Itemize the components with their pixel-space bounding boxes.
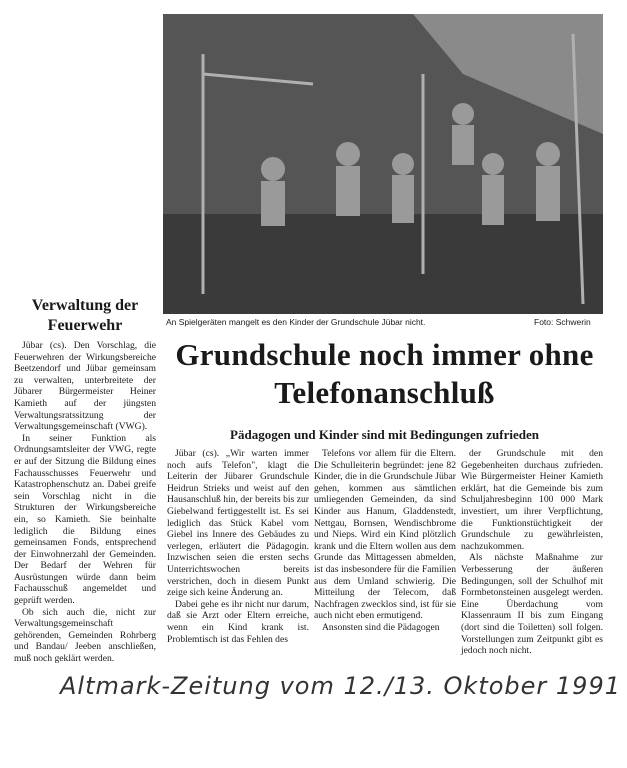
sidebar-body bbox=[14, 340, 156, 665]
article-column-2 bbox=[314, 448, 456, 634]
article-paragraph: der Grundschule mit den Gegebenheiten durchaus zufrieden. Wie Bürgermeister Heiner Kamieth erklärt, hat die Gemeinde bis zum Schuljahresbeginn 100 000 Mark investiert, um ihrer Verpflichtung, die Funktionstüchtigkeit der Grundschule zu gewährleisten, nachzukommen. bbox=[461, 448, 603, 552]
photo-credit: Foto: Schwerin bbox=[534, 317, 591, 327]
article-headline: Grundschule noch immer ohne Telefonanschluß bbox=[175, 337, 594, 410]
article-paragraph: Ansonsten sind die Pädagogen bbox=[322, 621, 440, 633]
article-paragraph: Telefons vor allem für die Eltern. Die Schulleiterin begründet: jene 82 Kinder, die in die Grundschule Jübar gehen, kommen aus sämtlichen umliegenden Gemeinden, da sind Kinder aus Hanum, Gladdenstedt, Nettgau, Bornsen, Wendischbrome und Nieps. Wird ein Kind plötzlich krank und die Eltern wollen aus dem Grunde das Mittagessen abmelden, ist das insbesondere für die Familien aus dem Umland schwierig. Die Mitteilung der Telecom, daß Nachfragen zwecklos sind, ist für sie auch nicht eben ermutigend. bbox=[314, 448, 456, 622]
article-subheadline: Pädagogen und Kinder sind mit Bedingungen zufrieden bbox=[230, 427, 539, 442]
sidebar-headline: Verwaltung der Feuerwehr bbox=[31, 297, 139, 334]
article-paragraph: Dabei gehe es ihr nicht nur darum, daß sie Arzt oder Eltern erreiche, wenn ein Kind krank ist. Problemtisch ist das Fehlen des bbox=[167, 598, 309, 645]
article-photo bbox=[163, 14, 603, 314]
sidebar-paragraph: In seiner Funktion als Ordnungsamtsleiter der VWG, regte er auf der Sitzung die Bildung eines Fachausschusses Feuerwehr und Katastrophenschutz an. Dabei greife sein Vorschlag nicht in die Strukturen der Wirkungsbereiche ein, so Kamieth. Sie beinhalte lediglich die Bildung eines gemeinsamen Fonds, entsprechend der Einwohnerzahl der Gemeinden. Der Bedarf der Wehren für Ausrüstungen würde dann beim Fachausschuß angemeldet und geprüft werden. bbox=[14, 432, 156, 607]
article-paragraph: Als nächste Maßnahme zur Verbesserung der äußeren Bedingungen, soll der Schulhof mit Formbetonsteinen ausgelegt werden. Eine Überdachung vom Klassenraum II bis zum Eingang (dort sind die Toiletten) soll folgen. Vorstellungen zum Zeitpunkt gibt es jedoch noch nicht. bbox=[461, 552, 603, 657]
article-column-1 bbox=[167, 448, 309, 645]
handwritten-source-note: Altmark-Zeitung vom 12./13. Oktober 1991 bbox=[60, 672, 621, 700]
sidebar-paragraph: Ob sich auch die, nicht zur Verwaltungsgemeinschaft gehörenden, Gemeinden Rohrberg und Bandau/ Jeeben anschließen, muß noch geklärt werden. bbox=[14, 606, 156, 665]
article-column-3 bbox=[461, 448, 603, 657]
article-paragraph: Jübar (cs). „Wir warten immer noch aufs Telefon", klagt die Leiterin der Jübarer Grundschule Heidrun Strieks und weist auf den Hausanschluß hin, der bereits bis zur Giebelwand fertiggestellt ist. Es sei lediglich das Stück Kabel vom Giebel ins Innere des Gebäudes zu verlegen, erläutert die Pädagogin. Inzwischen seien die ersten sechs Unterrichtswochen bereits verstrichen, doch in diesem Punkt zeige sich keine Änderung an. bbox=[167, 448, 309, 599]
sidebar-paragraph: Jübar (cs). Den Vorschlag, die Feuerwehren der Wirkungsbereiche Beetzendorf und Jübar gemeinsam zu verwalten, unterbreitete der Jübarer Bürgermeister Heiner Kamieth auf der jüngsten Verwaltungsratssitzung der Verwaltungsgemeinschaft (VWG). bbox=[14, 340, 156, 433]
photo-caption: An Spielgeräten mangelt es den Kinder der Grundschule Jübar nicht. bbox=[166, 317, 426, 327]
